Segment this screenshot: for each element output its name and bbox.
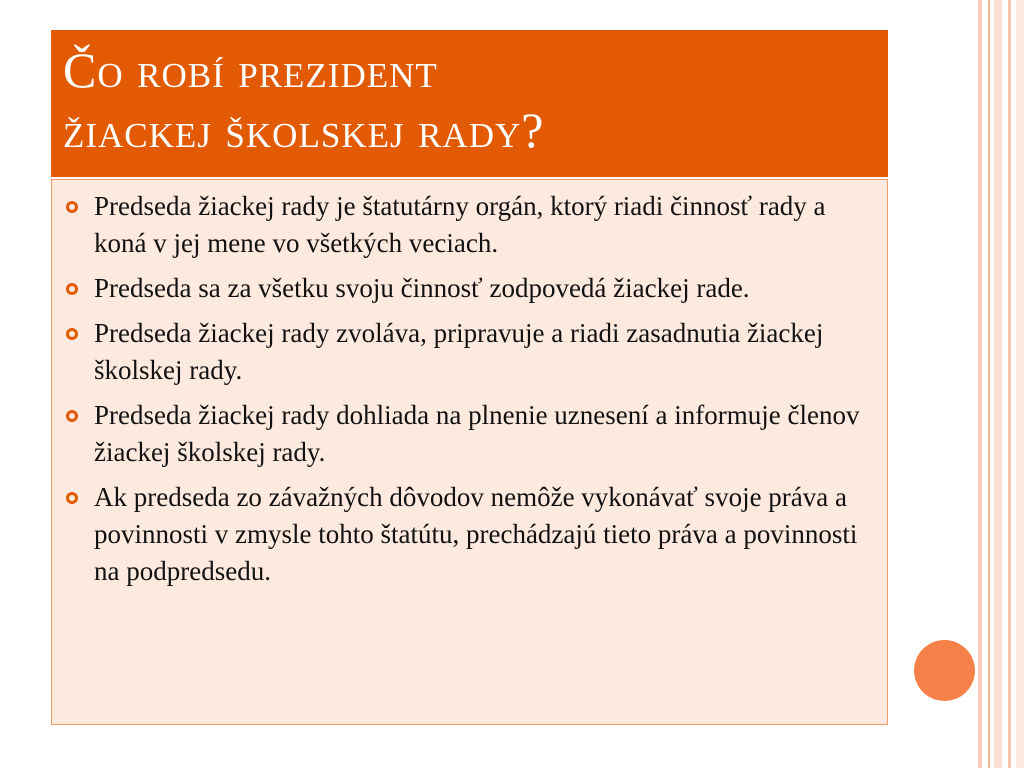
- ring-bullet-icon: [66, 201, 78, 213]
- bullet-item: [52, 188, 887, 262]
- bullet-item: [52, 479, 887, 590]
- slide-title-line: žiackej školskej rady?: [63, 102, 545, 158]
- bullet-text: Ak predseda zo závažných dôvodov nemôže vykonávať svoje práva a povinnosti v zmysle tohto štatútu, prechádzajú tieto práva a povinnosti na podpredsedu.: [94, 482, 858, 586]
- decor-circle: [914, 640, 975, 701]
- decor-stripe: [1016, 0, 1024, 768]
- bullet-text: Predseda žiackej rady dohliada na plnenie uznesení a informuje členov žiackej školskej rady.: [94, 400, 860, 467]
- decor-stripe: [988, 0, 990, 768]
- bullet-text: Predseda žiackej rady je štatutárny orgán, ktorý riadi činnosť rady a koná v jej mene vo všetkých veciach.: [94, 191, 826, 258]
- slide-title: [63, 40, 544, 160]
- bullet-item: [52, 315, 887, 389]
- bullet-text: Predseda žiackej rady zvoláva, pripravuje a riadi zasadnutia žiackej školskej rady.: [94, 318, 824, 385]
- decor-stripe: [978, 0, 982, 768]
- ring-bullet-icon: [66, 492, 78, 504]
- bullet-item: [52, 397, 887, 471]
- ring-bullet-icon: [66, 410, 78, 422]
- bullet-item: [52, 270, 887, 307]
- ring-bullet-icon: [66, 283, 78, 295]
- bullet-text: Predseda sa za všetku svoju činnosť zodpovedá žiackej rade.: [94, 273, 750, 303]
- ring-bullet-icon: [66, 328, 78, 340]
- bullet-list: [52, 188, 887, 598]
- slide-title-bar: [51, 30, 888, 177]
- slide-content: [51, 179, 888, 725]
- slide-title-line: Čo robí prezident: [63, 42, 438, 98]
- decor-stripe: [1008, 0, 1011, 768]
- decor-stripe: [994, 0, 1002, 768]
